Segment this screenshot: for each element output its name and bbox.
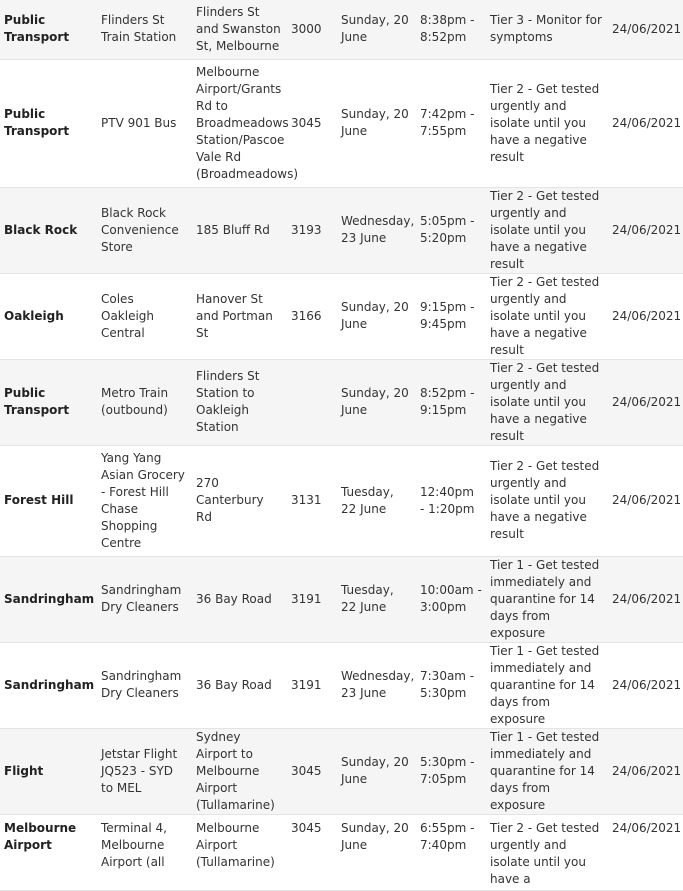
site-cell: Coles Oakleigh Central <box>97 273 192 359</box>
table-row <box>0 59 683 187</box>
site-cell: Black Rock Convenience Store <box>97 187 192 273</box>
table-row <box>0 556 683 642</box>
suburb-cell: Public Transport <box>0 0 97 59</box>
time-cell: 7:30am - 5:30pm <box>416 642 486 728</box>
tier-cell: Tier 2 - Get tested urgently and isolate until you have a negative result <box>486 273 608 359</box>
address-cell: Melbourne Airport (Tullamarine) <box>192 814 287 890</box>
table-row <box>0 273 683 359</box>
date-cell: Wednesday, 23 June <box>337 187 416 273</box>
site-cell: Yang Yang Asian Grocery - Forest Hill Chase Shopping Centre <box>97 445 192 556</box>
postcode-cell: 3191 <box>287 642 337 728</box>
date-added-cell: 24/06/2021 <box>608 0 683 59</box>
date-cell: Sunday, 20 June <box>337 359 416 445</box>
time-cell: 8:38pm - 8:52pm <box>416 0 486 59</box>
address-cell: 36 Bay Road <box>192 642 287 728</box>
date-added-cell: 24/06/2021 <box>608 273 683 359</box>
time-cell: 10:00am - 3:00pm <box>416 556 486 642</box>
postcode-cell: 3000 <box>287 0 337 59</box>
tier-cell: Tier 2 - Get tested urgently and isolate until you have a negative result <box>486 59 608 187</box>
site-cell: Terminal 4, Melbourne Airport (all <box>97 814 192 890</box>
date-cell: Tuesday, 22 June <box>337 556 416 642</box>
date-added-cell: 24/06/2021 <box>608 728 683 814</box>
table-row <box>0 728 683 814</box>
site-cell: Sandringham Dry Cleaners <box>97 642 192 728</box>
address-cell: Flinders St Station to Oakleigh Station <box>192 359 287 445</box>
date-added-cell: 24/06/2021 <box>608 814 683 890</box>
date-added-cell: 24/06/2021 <box>608 187 683 273</box>
postcode-cell <box>287 359 337 445</box>
tier-cell: Tier 3 - Monitor for symptoms <box>486 0 608 59</box>
table-row <box>0 359 683 445</box>
time-cell: 12:40pm - 1:20pm <box>416 445 486 556</box>
postcode-cell: 3045 <box>287 814 337 890</box>
site-cell: Sandringham Dry Cleaners <box>97 556 192 642</box>
date-cell: Wednesday, 23 June <box>337 642 416 728</box>
date-added-cell: 24/06/2021 <box>608 445 683 556</box>
address-cell: Flinders St and Swanston St, Melbourne <box>192 0 287 59</box>
address-cell: 185 Bluff Rd <box>192 187 287 273</box>
date-cell: Tuesday, 22 June <box>337 445 416 556</box>
date-cell: Sunday, 20 June <box>337 0 416 59</box>
date-added-cell: 24/06/2021 <box>608 556 683 642</box>
date-cell: Sunday, 20 June <box>337 273 416 359</box>
address-cell: Sydney Airport to Melbourne Airport (Tullamarine) <box>192 728 287 814</box>
address-cell: Melbourne Airport/Grants Rd to Broadmeadows Station/Pascoe Vale Rd (Broadmeadows) <box>192 59 287 187</box>
tier-cell: Tier 1 - Get tested immediately and quarantine for 14 days from exposure <box>486 642 608 728</box>
suburb-cell: Flight <box>0 728 97 814</box>
tier-cell: Tier 1 - Get tested immediately and quarantine for 14 days from exposure <box>486 556 608 642</box>
date-cell: Sunday, 20 June <box>337 814 416 890</box>
time-cell: 6:55pm - 7:40pm <box>416 814 486 890</box>
suburb-cell: Sandringham <box>0 642 97 728</box>
table-row <box>0 445 683 556</box>
postcode-cell: 3045 <box>287 59 337 187</box>
tier-cell: Tier 2 - Get tested urgently and isolate until you have a negative result <box>486 187 608 273</box>
address-cell: 270 Canterbury Rd <box>192 445 287 556</box>
table-row <box>0 0 683 59</box>
address-cell: Hanover St and Portman St <box>192 273 287 359</box>
time-cell: 7:42pm - 7:55pm <box>416 59 486 187</box>
date-added-cell: 24/06/2021 <box>608 359 683 445</box>
date-cell: Sunday, 20 June <box>337 59 416 187</box>
suburb-cell: Public Transport <box>0 59 97 187</box>
site-cell: Jetstar Flight JQ523 - SYD to MEL <box>97 728 192 814</box>
table-row <box>0 814 683 890</box>
postcode-cell: 3045 <box>287 728 337 814</box>
suburb-cell: Black Rock <box>0 187 97 273</box>
suburb-cell: Public Transport <box>0 359 97 445</box>
site-cell: Metro Train (outbound) <box>97 359 192 445</box>
suburb-cell: Oakleigh <box>0 273 97 359</box>
site-cell: PTV 901 Bus <box>97 59 192 187</box>
suburb-cell: Sandringham <box>0 556 97 642</box>
date-added-cell: 24/06/2021 <box>608 59 683 187</box>
address-cell: 36 Bay Road <box>192 556 287 642</box>
date-cell: Sunday, 20 June <box>337 728 416 814</box>
postcode-cell: 3191 <box>287 556 337 642</box>
tier-cell: Tier 2 - Get tested urgently and isolate until you have a <box>486 814 608 890</box>
postcode-cell: 3193 <box>287 187 337 273</box>
table-row <box>0 642 683 728</box>
tier-cell: Tier 2 - Get tested urgently and isolate until you have a negative result <box>486 359 608 445</box>
site-cell: Flinders St Train Station <box>97 0 192 59</box>
time-cell: 9:15pm - 9:45pm <box>416 273 486 359</box>
postcode-cell: 3131 <box>287 445 337 556</box>
suburb-cell: Forest Hill <box>0 445 97 556</box>
suburb-cell: Melbourne Airport <box>0 814 97 890</box>
table-row <box>0 187 683 273</box>
date-added-cell: 24/06/2021 <box>608 642 683 728</box>
tier-cell: Tier 1 - Get tested immediately and quarantine for 14 days from exposure <box>486 728 608 814</box>
time-cell: 5:30pm - 7:05pm <box>416 728 486 814</box>
time-cell: 8:52pm - 9:15pm <box>416 359 486 445</box>
time-cell: 5:05pm - 5:20pm <box>416 187 486 273</box>
postcode-cell: 3166 <box>287 273 337 359</box>
tier-cell: Tier 2 - Get tested urgently and isolate until you have a negative result <box>486 445 608 556</box>
